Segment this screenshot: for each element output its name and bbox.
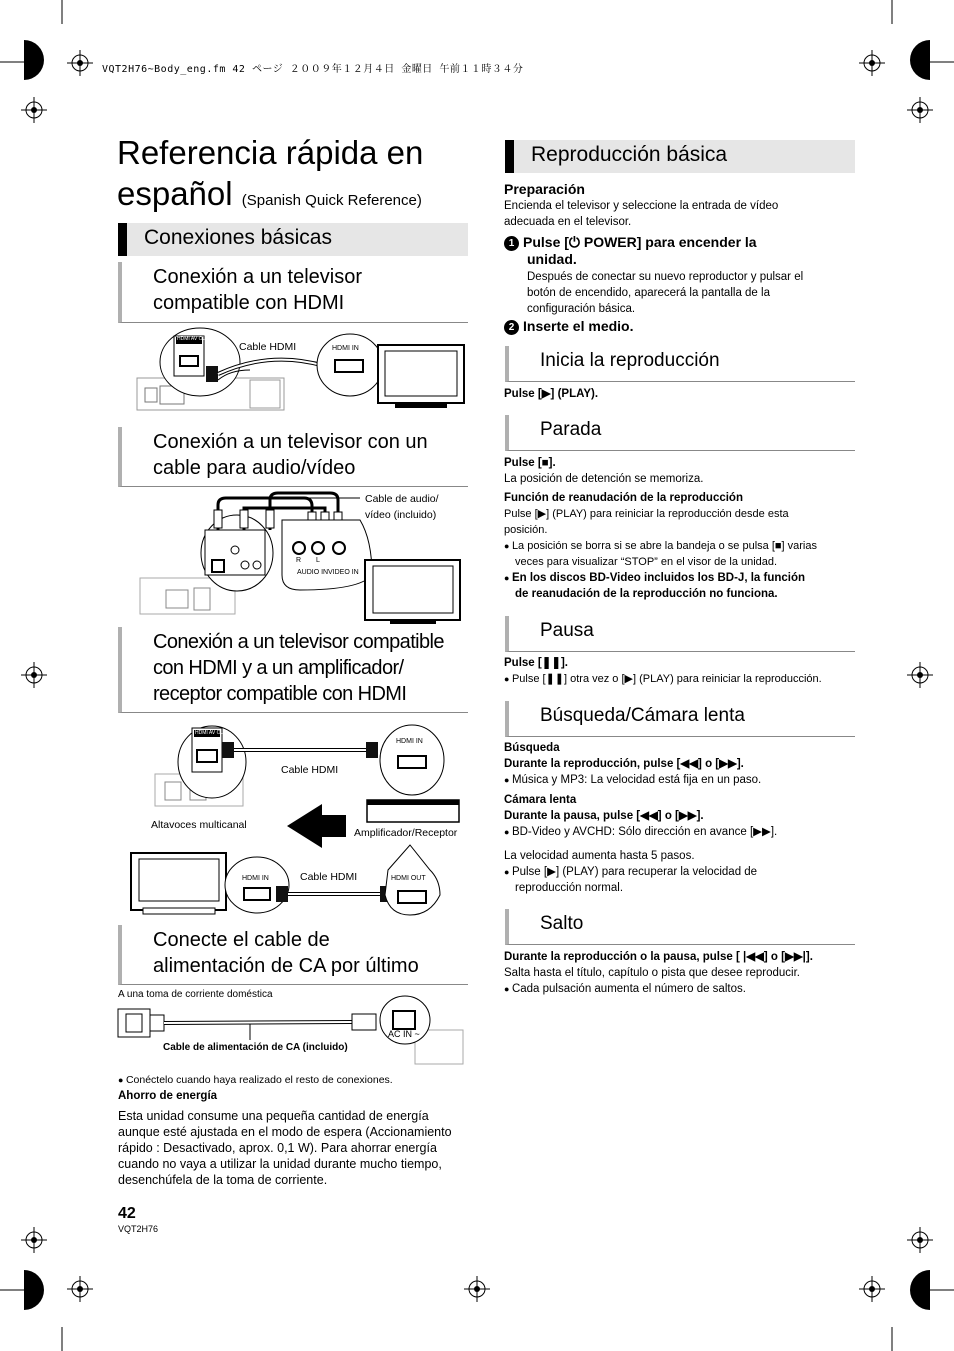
search-block — [504, 740, 854, 896]
title-subtitle: (Spanish Quick Reference) — [241, 192, 422, 209]
pause-block — [504, 655, 854, 687]
stop-bullet-cont: veces para visualizar “STOP” en el visor de la unidad. — [515, 556, 778, 568]
energy-line: Esta unidad consume una pequeña cantidad de energía — [118, 1109, 429, 1123]
energy-line: rápido : Desactivado, aprox. 0,1 W). Para ahorrar energía — [118, 1141, 437, 1155]
cable-hdmi-label-top: Cable HDMI — [281, 764, 339, 776]
slow-title: Cámara lenta — [504, 794, 577, 806]
stop-bullet: ● La posición se borra si se abre la bandeja o se pulsa [■] varias — [504, 538, 854, 554]
skip-title: Durante la reproducción o la pausa, pulse [ |◀◀] o [▶▶|]. — [504, 951, 813, 963]
subhead-pause — [505, 616, 855, 652]
search-title: Búsqueda — [504, 742, 560, 754]
stop-press: Pulse [■]. — [504, 457, 556, 469]
prep-title: Preparación — [504, 181, 585, 197]
resume-title: Función de reanudación de la reproducción — [504, 492, 743, 504]
energy-line: aunque esté ajustada en el modo de espera (Accionamiento — [118, 1125, 452, 1139]
hdmi-out-port-label: HDMI AV OUT — [195, 730, 228, 736]
step-text: unidad. — [527, 251, 577, 267]
subhead-stop — [505, 415, 855, 451]
step-number: 1 — [504, 236, 519, 251]
energy-title: Ahorro de energía — [118, 1090, 218, 1102]
subhead-text: compatible con HDMI — [153, 292, 345, 314]
hdmi-out-label: HDMI OUT — [391, 875, 426, 882]
subhead-text: Salto — [540, 913, 584, 934]
ac-in-label: AC IN ~ — [388, 1029, 420, 1039]
subhead-search — [505, 701, 855, 737]
section-title: Reproducción básica — [531, 143, 728, 166]
r-label: R — [296, 557, 302, 564]
step-2 — [504, 318, 854, 335]
subhead-skip — [505, 909, 855, 945]
pause-bullet: ● Pulse [❚❚] otra vez o [▶] (PLAY) para reiniciar la reproducción. — [504, 671, 854, 687]
step-number: 2 — [504, 320, 519, 335]
subhead-text: receptor compatible con HDMI — [153, 683, 407, 705]
stop-bullet: ● En los discos BD-Video incluidos los BD-J, la función — [504, 570, 854, 586]
pause-press: Pulse [❚❚]. — [504, 657, 569, 669]
section-title: Conexiones básicas — [144, 226, 332, 249]
hdmi-in-label-bottom: HDMI IN — [242, 875, 269, 882]
hdmi-in-label-top: HDMI IN — [396, 738, 423, 745]
stop-bullet-cont: de reanudación de la reproducción no funciona. — [515, 588, 778, 600]
outlet-label: A una toma de corriente doméstica — [118, 989, 273, 1000]
av-cable-label-2: vídeo (incluido) — [365, 509, 437, 521]
subhead-text: con HDMI y a un amplificador/ — [153, 657, 404, 679]
step-detail: Después de conectar su nuevo reproductor y pulsar el — [527, 271, 804, 283]
subhead-text: Inicia la reproducción — [540, 350, 720, 371]
resume-line: Pulse [▶] (PLAY) para reiniciar la reproducción desde esta — [504, 508, 789, 520]
page-number: 42 — [118, 1205, 136, 1222]
speed-text: La velocidad aumenta hasta 5 pasos. — [504, 850, 695, 862]
speed-bullet-cont: reproducción normal. — [515, 882, 624, 894]
amplifier-label: Amplificador/Receptor — [354, 827, 458, 839]
speed-bullet: ● Pulse [▶] (PLAY) para recuperar la velocidad de — [504, 864, 854, 880]
power-cable-label: Cable de alimentación de CA (incluido) — [163, 1042, 348, 1053]
play-text: Pulse [▶] (PLAY). — [504, 388, 599, 400]
title-line2: español — [117, 175, 233, 212]
skip-bullet: ● Cada pulsación aumenta el número de saltos. — [504, 981, 854, 997]
stop-memo: La posición de detención se memoriza. — [504, 473, 704, 485]
cable-hdmi-label-bottom: Cable HDMI — [300, 871, 358, 883]
subhead-text: Conexión a un televisor compatible — [153, 631, 444, 653]
step-detail: botón de encendido, aparecerá la pantalla de la — [527, 287, 770, 299]
l-label: L — [316, 557, 320, 564]
title-line1: Referencia rápida en — [117, 134, 424, 171]
prep-line: adecuada en el televisor. — [504, 216, 632, 228]
video-in-label: VIDEO IN — [328, 569, 359, 576]
energy-line: cuando no vaya a utilizar la unidad durante mucho tiempo, — [118, 1157, 442, 1171]
hdmi-out-port-label: HDMI AV OUT — [177, 336, 210, 342]
subhead-text: Conexión a un televisor — [153, 266, 363, 288]
step-text: Inserte el medio. — [523, 318, 634, 334]
av-cable-label-1: Cable de audio/ — [365, 493, 439, 505]
subhead-text: Conecte el cable de — [153, 929, 330, 951]
preparation-block — [504, 181, 854, 335]
search-bullet: ● Música y MP3: La velocidad está fija en un paso. — [504, 772, 854, 788]
subhead-text: Parada — [540, 419, 602, 440]
step-1 — [504, 234, 854, 251]
step-detail: configuración básica. — [527, 303, 636, 315]
file-header: VQT2H76~Body_eng.fm 42 ページ ２００９年１２月４日 金曜日 午前１１時３４分 — [102, 64, 524, 75]
search-text: Durante la reproducción, pulse [◀◀] o [▶▶]. — [504, 758, 744, 770]
prep-line: Encienda el televisor y seleccione la entrada de vídeo — [504, 200, 779, 212]
speakers-label: Altavoces multicanal — [151, 819, 247, 831]
subhead-text: Conexión a un televisor con un — [153, 431, 428, 453]
hdmi-in-port-label: HDMI IN — [332, 345, 359, 352]
skip-block — [504, 949, 854, 997]
power-note: ● Conéctelo cuando haya realizado el resto de conexiones. — [118, 1072, 393, 1088]
subhead-text: Pausa — [540, 620, 594, 641]
subhead-text: cable para audio/vídeo — [153, 457, 356, 479]
cable-hdmi-label: Cable HDMI — [239, 341, 297, 353]
slow-text: Durante la pausa, pulse [◀◀] o [▶▶]. — [504, 810, 704, 822]
skip-text: Salta hasta el título, capítulo o pista que desee reproducir. — [504, 967, 800, 979]
audio-in-label: AUDIO IN — [297, 569, 329, 576]
subhead-text: alimentación de CA por último — [153, 955, 419, 977]
resume-line: posición. — [504, 524, 548, 536]
doc-code: VQT2H76 — [118, 1224, 159, 1234]
slow-bullet: ● BD-Video y AVCHD: Sólo dirección en avance [▶▶]. — [504, 824, 854, 840]
step-text: Pulse [⏻ POWER] para encender la — [523, 234, 757, 250]
energy-line: desenchúfela de la toma de corriente. — [118, 1173, 328, 1187]
stop-block — [504, 455, 854, 602]
subhead-text: Búsqueda/Cámara lenta — [540, 705, 745, 726]
section-reproduccion — [505, 140, 855, 173]
energy-text — [118, 1108, 452, 1188]
subhead-play — [505, 346, 855, 382]
